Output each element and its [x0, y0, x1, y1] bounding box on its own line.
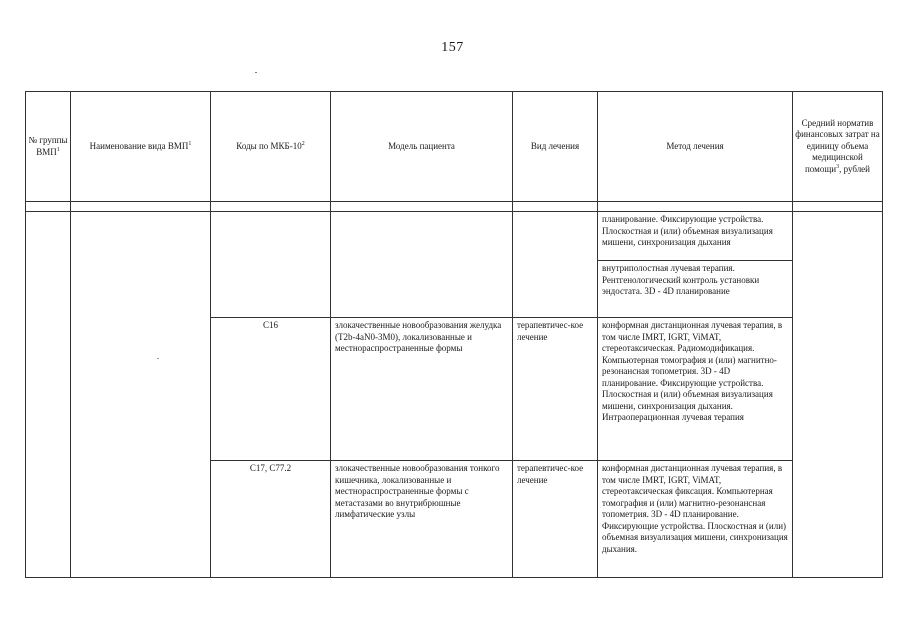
code-cell: C16 [211, 318, 331, 461]
treatment-cell: терапевтичес-кое лечение [513, 461, 598, 578]
header-group-no: № группы ВМП$^1$ [26, 92, 71, 202]
header-treatment-type: Вид лечения [513, 92, 598, 202]
name-cell [71, 212, 211, 578]
model-cell [331, 212, 513, 318]
treatment-cell: терапевтичес-кое лечение [513, 318, 598, 461]
group-no-cell [26, 212, 71, 578]
scan-speck [255, 72, 257, 73]
column-number-row [26, 202, 883, 212]
header-norm-cost: Средний норматив финансовых затрат на единицу объема медицинской помощи$^3$, рублей [793, 92, 883, 202]
code-cell: C17, C77.2 [211, 461, 331, 578]
table-header-row [26, 92, 883, 202]
header-name: Наименование вида ВМП$^1$ [71, 92, 211, 202]
header-patient-model: Модель пациента [331, 92, 513, 202]
model-cell: злокачественные новообразования желудка (T2b-4aN0-3M0), локализованные и местнораспространенные формы [331, 318, 513, 461]
method-cell: планирование. Фиксирующие устройства. Плоскостная и (или) объемная визуализация мишени, синхронизация дыхания [598, 212, 793, 261]
method-cell: внутриполостная лучевая терапия. Рентгенологический контроль установки эндостата. 3D - 4D планирование [598, 261, 793, 318]
page-number: 157 [441, 40, 464, 55]
header-icd-codes: Коды по МКБ-$10^2$ [211, 92, 331, 202]
table-row [26, 212, 883, 261]
cost-cell [793, 212, 883, 578]
code-cell [211, 212, 331, 318]
method-cell: конформная дистанционная лучевая терапия, в том числе IMRT, IGRT, ViMAT, стереотаксическая. Радиомодификация. Компьютерная томография и (или) магнитно-резонансная топометрия. 3D - 4D планирование. Фиксирующие устройства. Плоскостная и (или) объемная визуализация мишени, синхронизация дыхания. Интраоперационная лучевая терапия [598, 318, 793, 461]
treatment-cell [513, 212, 598, 318]
model-cell: злокачественные новообразования тонкого кишечника, локализованные и местнораспространенные формы с метастазами во внутрибрюшные лимфатические узлы [331, 461, 513, 578]
vmp-table [25, 91, 883, 578]
method-cell: конформная дистанционная лучевая терапия, в том числе IMRT, IGRT, ViMAT, стереотаксическая фиксация. Компьютерная томография и (или) магнитно-резонансная топометрия. 3D - 4D планирование. Фиксирующие устройства. Плоскостная и (или) объемная визуализация мишени, синхронизация дыхания. [598, 461, 793, 578]
header-treatment-method: Метод лечения [598, 92, 793, 202]
